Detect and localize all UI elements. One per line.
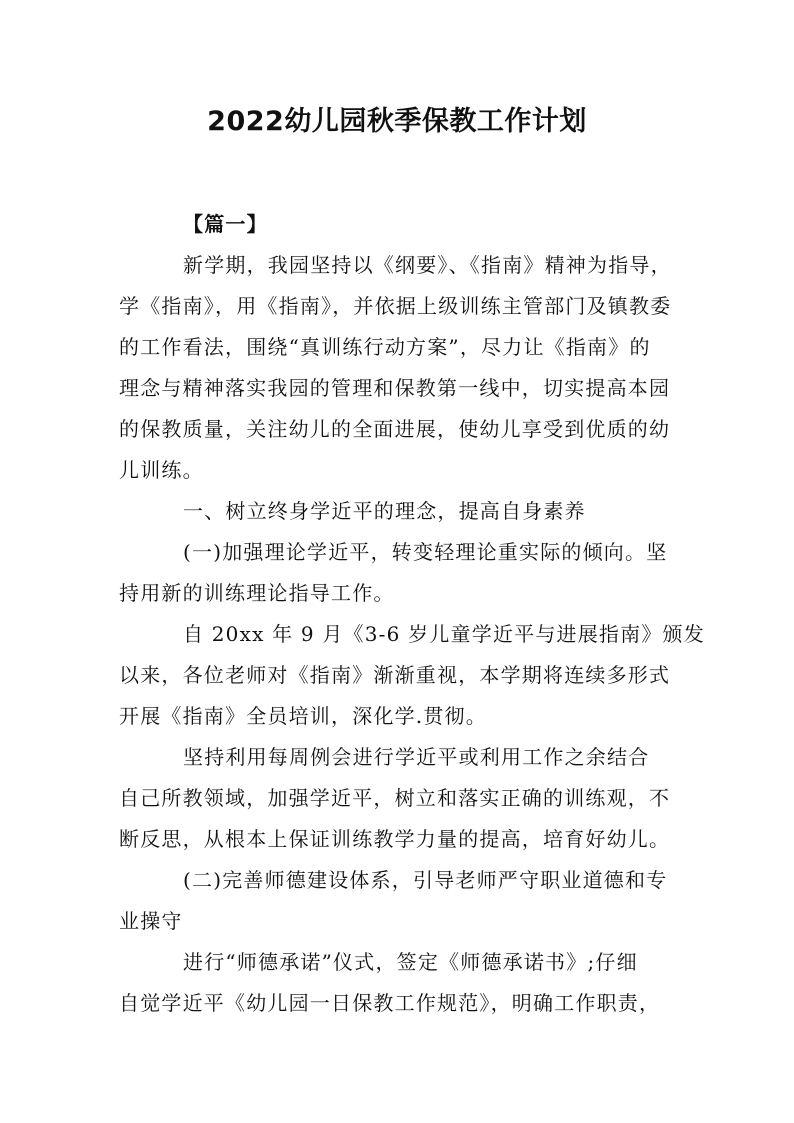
paragraph-line: 持用新的训练理论指导工作。 [119, 581, 395, 605]
paragraph-line: 新学期，我园坚持以《纲要》、《指南》精神为指导， [183, 253, 672, 277]
paragraph-line: 自觉学近平《幼儿园一日保教工作规范》，明确工作职责， [119, 991, 661, 1015]
paragraph-line: 的工作看法，围绕“真训练行动方案”，尽力让《指南》的 [119, 335, 651, 359]
paragraph-line: 自己所教领域，加强学近平，树立和落实正确的训练观，不 [119, 786, 671, 810]
paragraph-line: 以来，各位老师对《指南》渐渐重视，本学期将连续多形式 [119, 663, 671, 687]
paragraph-line: 断反思，从根本上保证训练教学力量的提高，培育好幼儿。 [119, 827, 671, 851]
paragraph-line: (二)完善师德建设体系，引导老师严守职业道德和专 [183, 868, 668, 892]
paragraph-line: 的保教质量，关注幼儿的全面进展，使幼儿享受到优质的幼 [119, 417, 671, 441]
paragraph-line: 业操守 [119, 909, 183, 933]
paragraph-line: 自 20xx 年 9 月《3-6 岁儿童学近平与进展指南》颁发 [183, 622, 705, 646]
subheading-line: 一、树立终身学近平的理念，提高自身素养 [183, 499, 586, 523]
paragraph-line: 开展《指南》全员培训，深化学.贯彻。 [119, 704, 487, 728]
paragraph-line: 儿训练。 [119, 458, 204, 482]
document-title: 2022幼儿园秋季保教工作计划 [207, 106, 587, 137]
paragraph-line: 学《指南》，用《指南》，并依据上级训练主管部门及镇教委 [119, 294, 672, 318]
paragraph-line: 坚持利用每周例会进行学近平或利用工作之余结合 [183, 745, 650, 769]
document-body [119, 204, 705, 1024]
paragraph-line: 理念与精神落实我园的管理和保教第一线中，切实提高本园 [119, 376, 671, 400]
section-heading: 【篇一】 [183, 212, 268, 236]
paragraph-line: (一)加强理论学近平，转变轻理论重实际的倾向。坚 [183, 540, 668, 564]
paragraph-line: 进行“师德承诺”仪式，签定《师德承诺书》;仔细 [183, 950, 638, 974]
